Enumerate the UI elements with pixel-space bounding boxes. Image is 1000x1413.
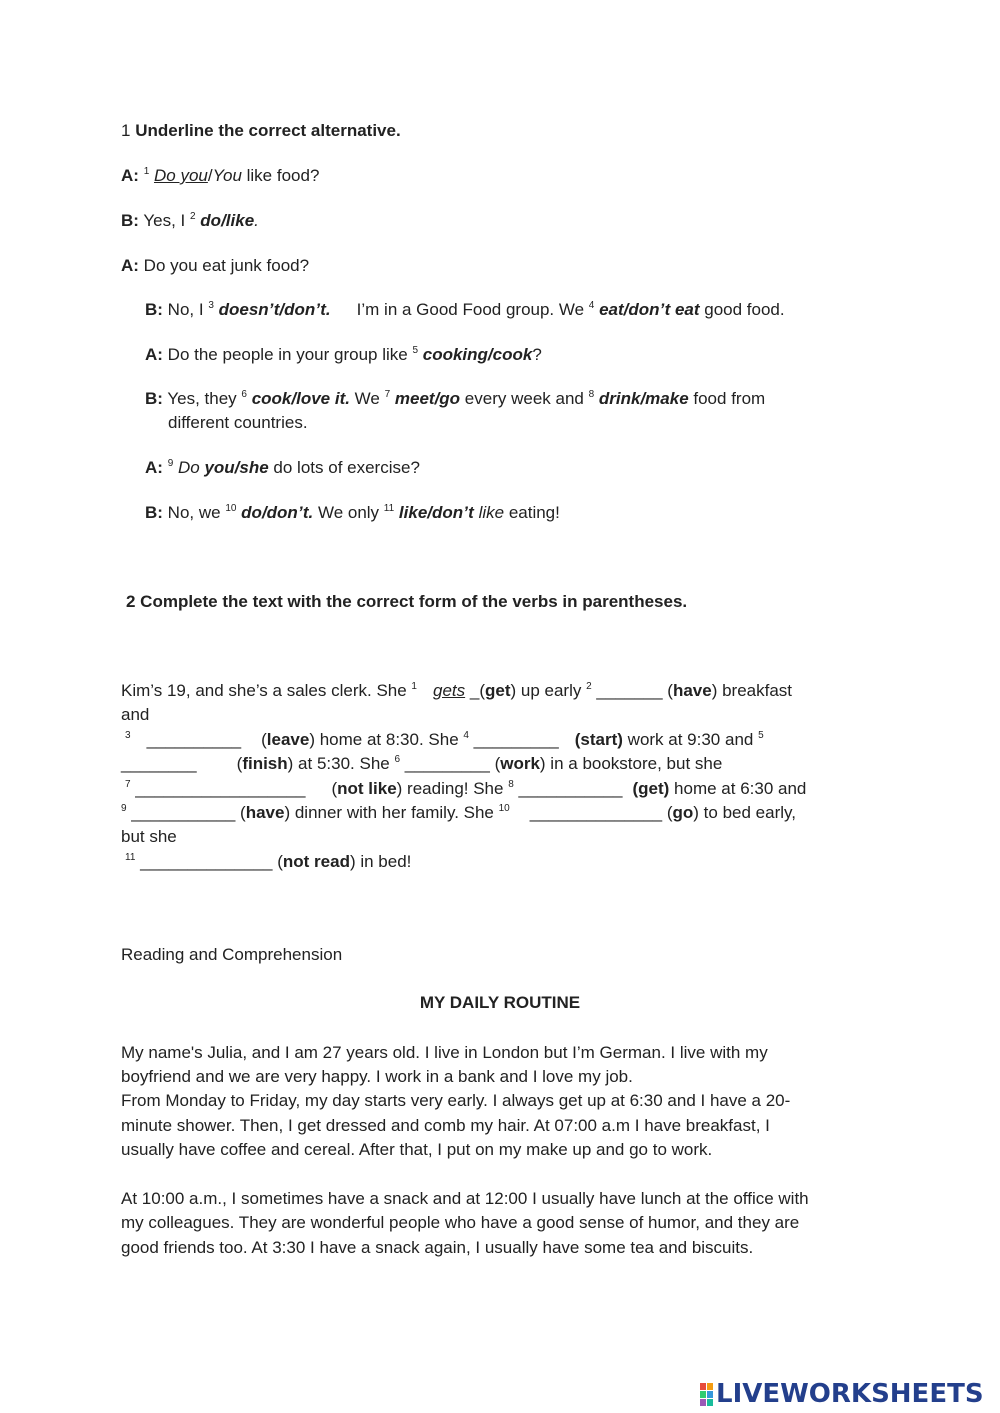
logo-square [707,1383,713,1390]
logo-squares-icon [700,1383,713,1406]
ex2-line-4: $^7$ __________________ (not like) reading! She $^8$ ___________ (get) home at 6:30 and [125,779,807,798]
logo-text: LIVEWORKSHEETS [716,1379,984,1409]
blank-11[interactable]: ______________ [140,852,273,871]
blank-6[interactable]: _________ [404,754,490,773]
blank-8[interactable]: ___________ [518,779,623,798]
option-underlined: Do you [153,166,208,185]
logo-square [700,1399,706,1406]
blank-2[interactable]: _______ [596,681,663,700]
ex2-line-2: $^3$ __________ (leave) home at 8:30. She $^4$ _________ (start) work at 9:30 and $^5$ [125,730,764,749]
exercise2-heading: 2 Complete the text with the correct form of the verbs in parentheses. [126,592,688,611]
reading-line-3: From Monday to Friday, my day starts very early. I always get up at 6:30 and I have a 20- [121,1091,791,1110]
blank-10[interactable]: ______________ [529,803,663,822]
reading-line-4: minute shower. Then, I get dressed and comb my hair. At 07:00 a.m I have breakfast, I [121,1116,770,1135]
ex1-line-2: B: Yes, I $^2$ do/like. [121,211,259,230]
ex1-line-3: A: Do you eat junk food? [121,256,310,275]
blank-5[interactable]: ________ [121,754,197,773]
reading-line-1: My name's Julia, and I am 27 years old. I live in London but I’m German. I live with my [121,1043,768,1062]
ex1-line-6: B: Yes, they $^6$ cook/love it. We $^7$ meet/go every week and $^8$ drink/make food from [145,389,766,408]
ex2-line-5: $^9$ ___________ (have) dinner with her family. She $^{10}$ ______________ (go) to bed early, [121,803,796,822]
logo-square [700,1383,706,1390]
ex1-line-7: A: $^9$ Do you/she do lots of exercise? [145,458,420,477]
liveworksheets-logo [700,1378,984,1410]
ex2-line-1: Kim’s 19, and she’s a sales clerk. She $^1$ gets _(get) up early $^2$ _______ (have) breakfast [121,681,793,700]
ex2-line-6: $^{11}$ ______________ (not read) in bed! [125,852,412,871]
answer-gets: gets [432,681,466,700]
blank-4[interactable]: _________ [473,730,559,749]
ex1-line-1: A: $^1$ Do you/You like food? [121,166,320,185]
reading-line-8: good friends too. At 3:30 I have a snack again, I usually have some tea and biscuits. [121,1238,754,1257]
reading-line-7: my colleagues. They are wonderful people who have a good sense of humor, and they are [121,1213,800,1232]
reading-line-5: usually have coffee and cereal. After that, I put on my make up and go to work. [121,1140,713,1159]
blank-3[interactable]: __________ [146,730,242,749]
ex1-line-8: B: No, we $^{10}$ do/don’t. We only $^{11}$ like/don’t like eating! [145,503,560,522]
exercise1-heading: 1 Underline the correct alternative. [121,121,401,140]
logo-square [707,1391,713,1398]
reading-heading: Reading and Comprehension [121,945,343,964]
reading-title: MY DAILY ROUTINE [419,993,581,1012]
ex2-line-5b: but she [121,827,177,846]
ex1-line-4: B: No, I $^3$ doesn’t/don’t. I’m in a Good Food group. We $^4$ eat/don’t eat good food. [145,300,785,319]
logo-square [700,1391,706,1398]
blank-7[interactable]: __________________ [135,779,306,798]
blank-9[interactable]: ___________ [131,803,236,822]
reading-line-2: boyfriend and we are very happy. I work in a bank and I love my job. [121,1067,633,1086]
ex1-line-5: A: Do the people in your group like $^5$ cooking/cook? [145,345,542,364]
logo-square [707,1399,713,1406]
reading-line-6: At 10:00 a.m., I sometimes have a snack and at 12:00 I usually have lunch at the office with [121,1189,809,1208]
ex1-line-6-cont: different countries. [168,413,308,432]
ex2-line-1b: and [121,705,150,724]
ex2-line-3: ________ (finish) at 5:30. She $^6$ _________ (work) in a bookstore, but she [121,754,723,773]
